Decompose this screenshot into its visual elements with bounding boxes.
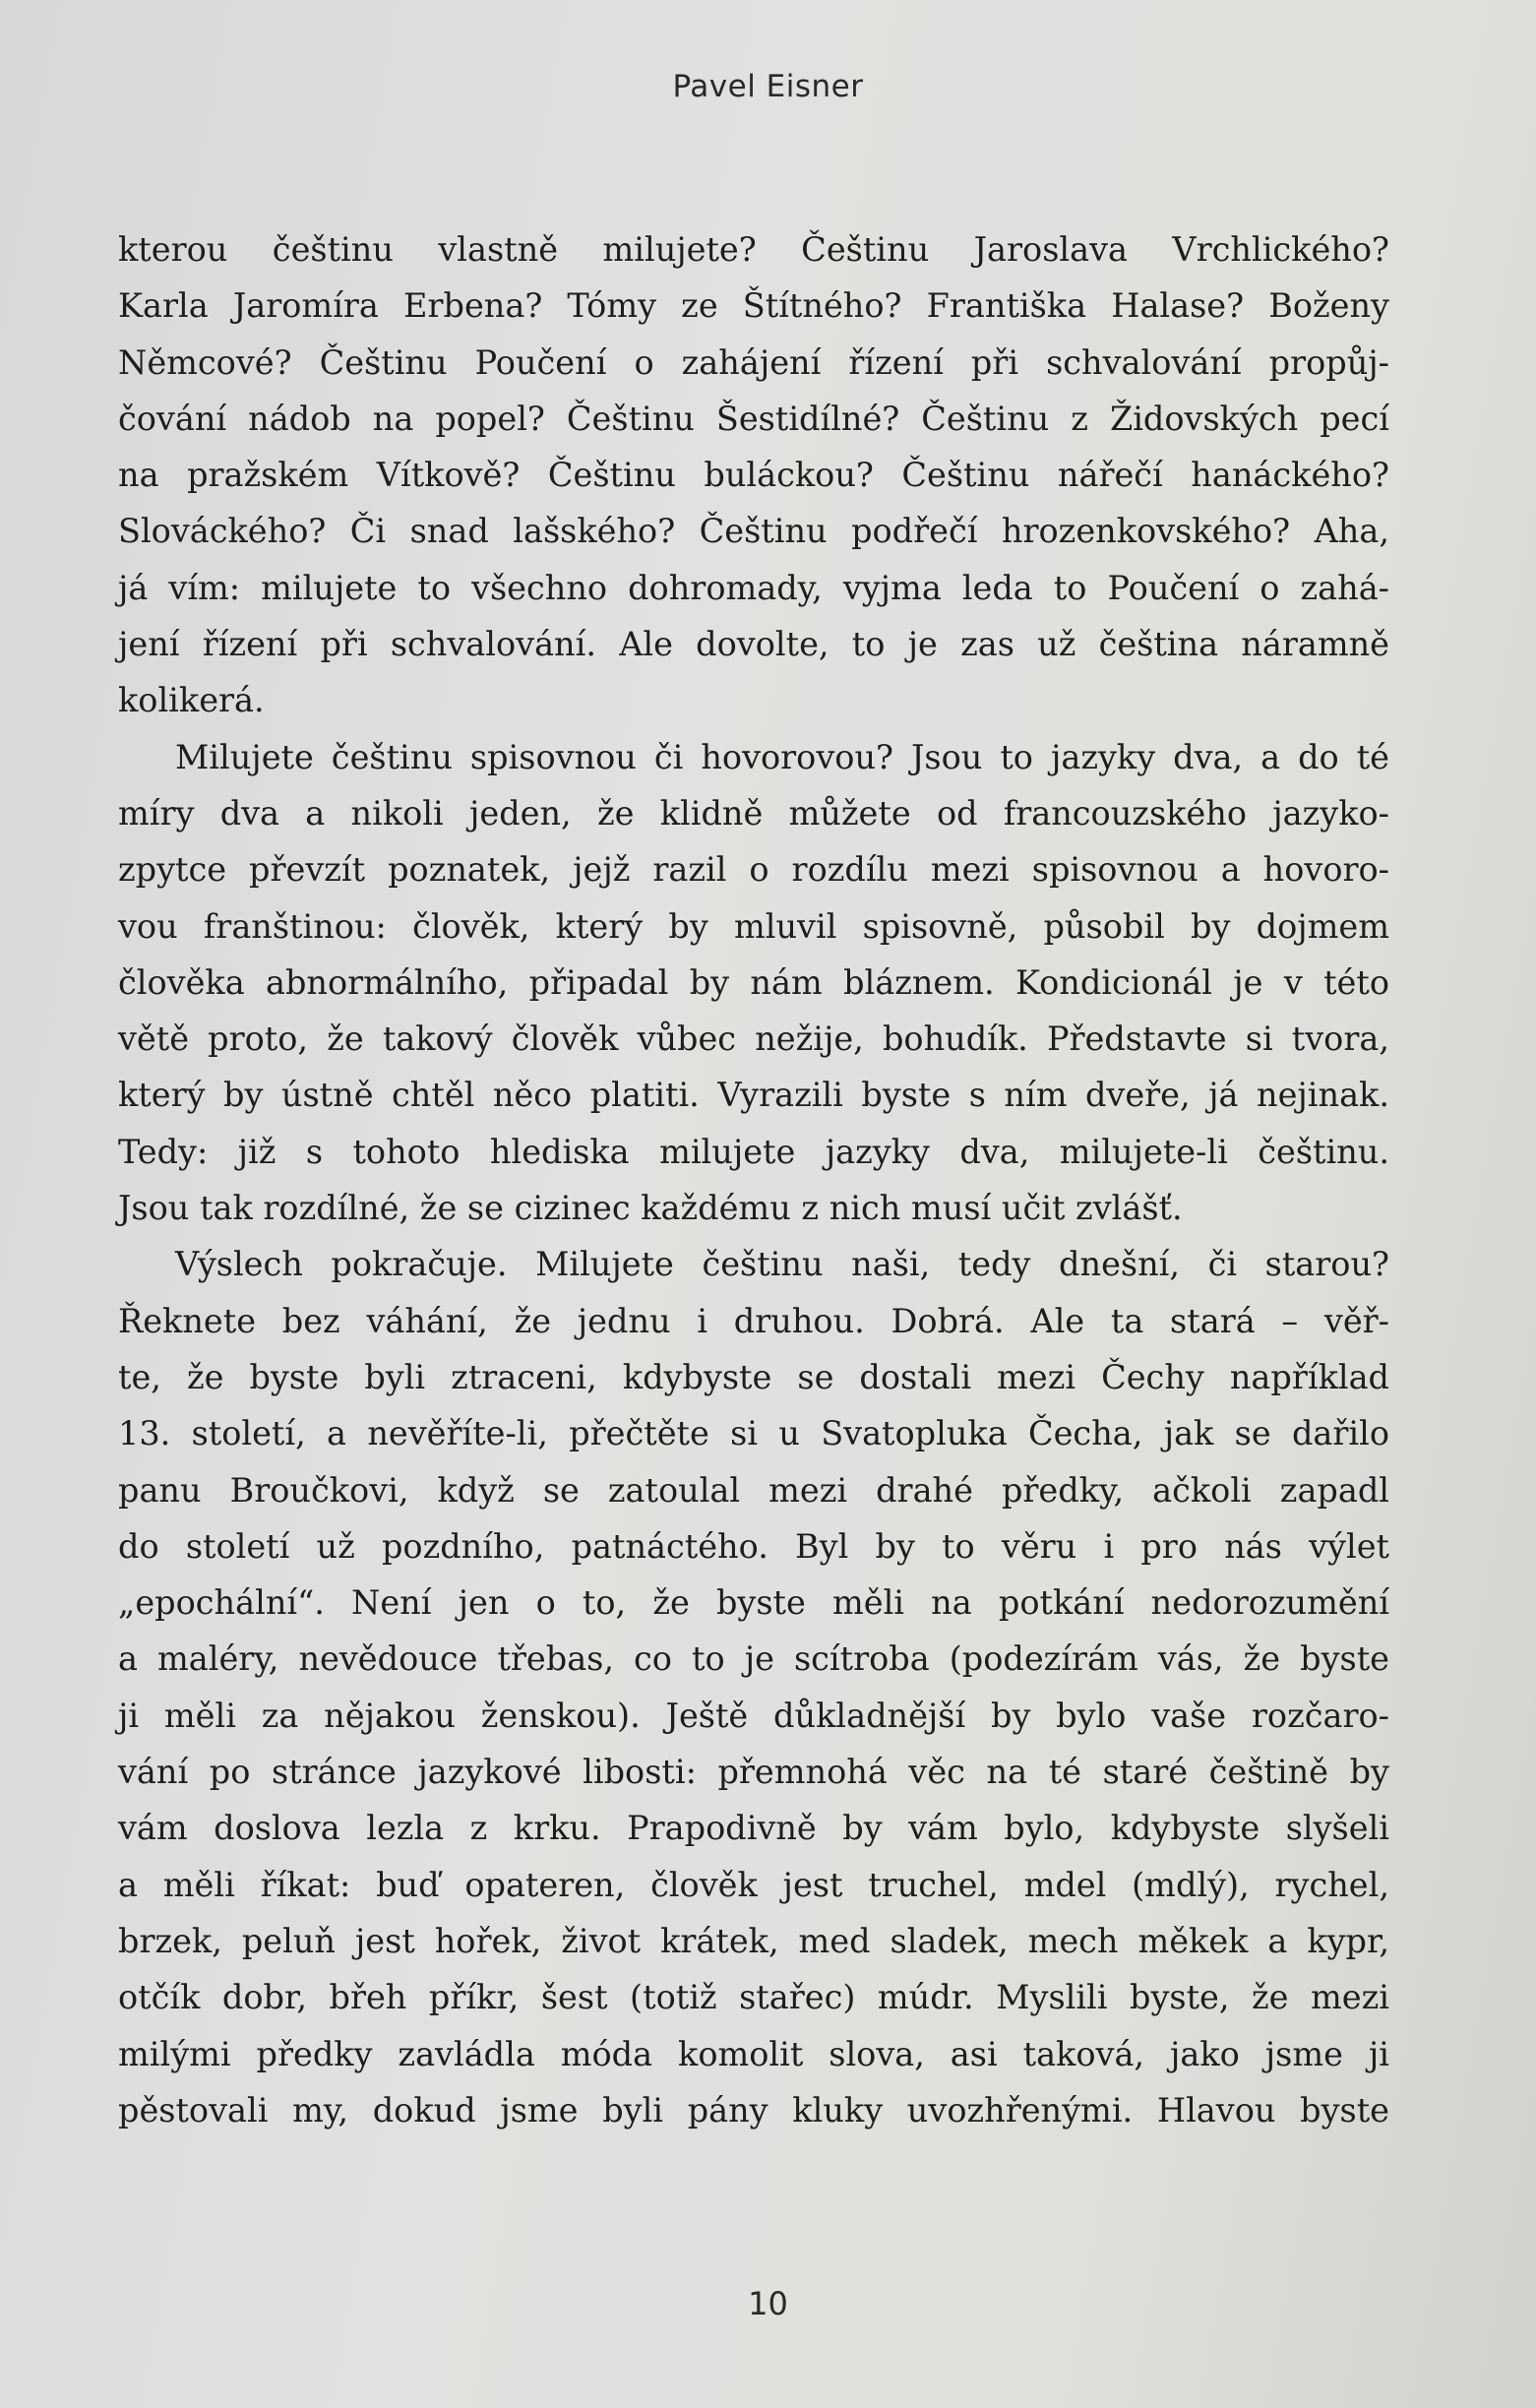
text-line: a maléry, nevědouce třebas, co to je scítroba (podezírám vás, že byste [118,1639,1389,1679]
running-head: Pavel Eisner [672,69,864,104]
text-line: Němcové? Češtinu Poučení o zahájení řízení při schvalování propůj- [118,342,1389,382]
text-line: vou franštinou: člověk, který by mluvil spisovně, působil by dojmem [118,906,1389,946]
text-line: Milujete češtinu spisovnou či hovorovou? Jsou to jazyky dva, a do té [175,737,1389,776]
text-line: pěstovali my, dokud jsme byli pány kluky uvozhřenými. Hlavou byste [118,2090,1389,2130]
text-line: větě proto, že takový člověk vůbec nežije, bohudík. Představte si tvora, [118,1019,1389,1059]
text-line: brzek, peluň jest hořek, život krátek, med sladek, mech měkek a kypr, [118,1921,1389,1960]
text-line: milými předky zavládla móda komolit slova, asi taková, jako jsme ji [118,2034,1389,2073]
text-line: který by ústně chtěl něco platiti. Vyrazili byste s ním dveře, já nejinak. [118,1076,1389,1115]
text-line: a měli říkat: buď opateren, člověk jest truchel, mdel (mdlý), rychel, [118,1865,1389,1904]
page-number: 10 [748,2285,788,2322]
text-line: čování nádob na popel? Češtinu Šestidílné? Češtinu z Židovských pecí [118,399,1389,438]
text-line: člověka abnormálního, připadal by nám bláznem. Kondicionál je v této [118,962,1389,1002]
text-line: Karla Jaromíra Erbena? Tómy ze Štítného? Františka Halase? Boženy [118,286,1389,326]
text-line: na pražském Vítkově? Češtinu buláckou? Češtinu nářečí hanáckého? [118,456,1389,495]
text-line: vání po stránce jazykové libosti: přemnohá věc na té staré češtině by [118,1753,1389,1792]
text-line: míry dva a nikoli jeden, že klidně můžete od francouzského jazyko- [118,793,1389,833]
text-line: „epochální“. Není jen o to, že byste měli na potkání nedorozumění [118,1583,1389,1623]
text-line: Jsou tak rozdílné, že se cizinec každému z nich musí učit zvlášť. [118,1189,1183,1228]
text-line: 13. století, a nevěříte-li, přečtěte si u Svatopluka Čecha, jak se dařilo [118,1414,1389,1453]
text-line: Výslech pokračuje. Milujete češtinu naši, tedy dnešní, či starou? [175,1245,1389,1284]
text-line: vám doslova lezla z krku. Prapodivně by vám bylo, kdybyste slyšeli [118,1809,1389,1848]
text-line: Řeknete bez váhání, že jednu i druhou. Dobrá. Ale ta stará – věř- [118,1301,1389,1340]
text-line: zpytce převzít poznatek, jejž razil o rozdílu mezi spisovnou a hovoro- [118,850,1389,890]
text-line: ji měli za nějakou ženskou). Ještě důkladnější by bylo vaše rozčaro- [118,1696,1389,1735]
text-line: jení řízení při schvalování. Ale dovolte, to je zas už čeština náramně [118,625,1389,664]
text-line: kolikerá. [118,681,265,720]
text-line: Slováckého? Či snad lašského? Češtinu podřečí hrozenkovského? Aha, [118,512,1389,551]
text-line: Tedy: již s tohoto hlediska milujete jazyky dva, milujete-li češtinu. [118,1132,1389,1171]
body-text [118,221,1389,2138]
text-line: panu Broučkovi, když se zatoulal mezi drahé předky, ačkoli zapadl [118,1470,1389,1510]
text-line: do století už pozdního, patnáctého. Byl by to věru i pro nás výlet [118,1526,1389,1566]
text-line: kterou češtinu vlastně milujete? Češtinu Jaroslava Vrchlického? [118,230,1389,269]
text-line: otčík dobr, břeh příkr, šest (totiž stařec) múdr. Myslili byste, že mezi [118,1978,1389,2017]
text-line: já vím: milujete to všechno dohromady, vyjma leda to Poučení o zahá- [118,568,1389,607]
text-line: te, že byste byli ztraceni, kdybyste se dostali mezi Čechy například [118,1357,1389,1396]
